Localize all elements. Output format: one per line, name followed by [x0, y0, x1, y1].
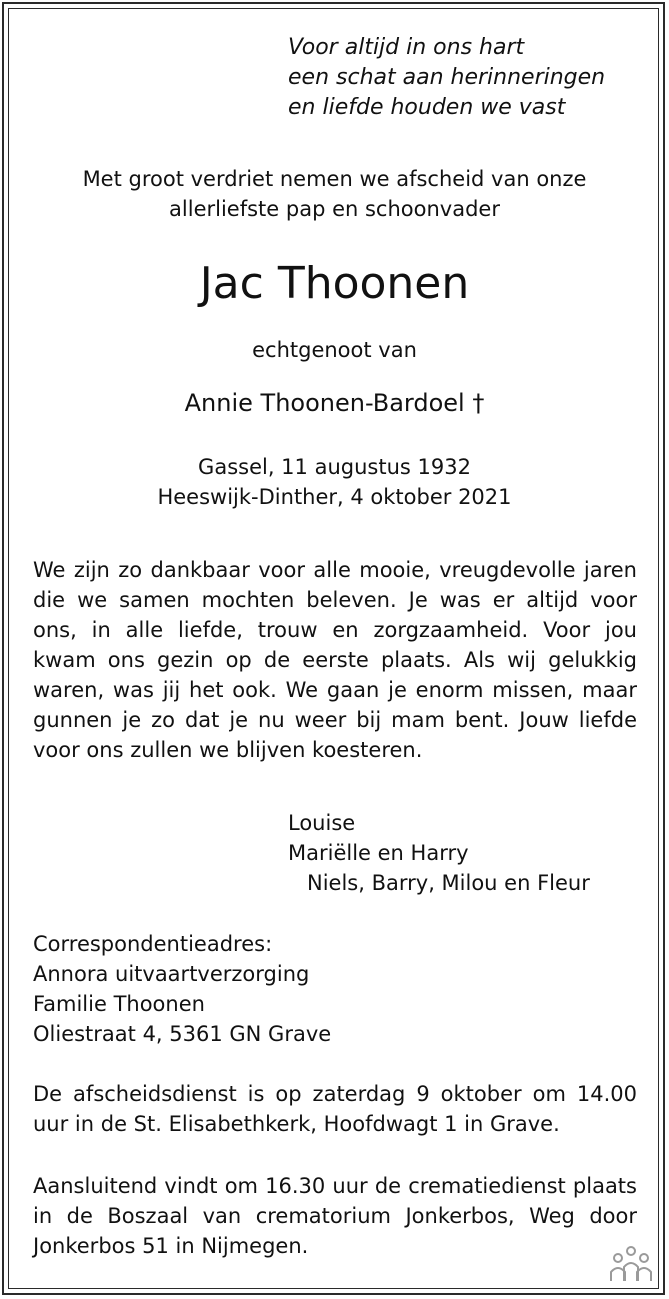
relation-text: echtgenoot van — [252, 338, 417, 362]
signature-1: Louise — [288, 811, 356, 835]
correspondence-line-1: Annora uitvaartverzorging — [33, 962, 310, 986]
service-paragraph: De afscheidsdienst is op zaterdag 9 oktober om 14.00 uur in de St. Elisabethkerk, Hoofdwagt 1 in Grave. — [33, 1082, 637, 1136]
motto-line-1: Voor altijd in ons hart — [288, 35, 525, 60]
correspondence-label: Correspondentieadres: — [33, 932, 273, 956]
cremation-paragraph: Aansluitend vindt om 16.30 uur de crematiedienst plaats in de Boszaal van crematorium Jonkerbos, Weg door Jonkerbos 51 in Nijmegen. — [33, 1174, 637, 1258]
motto-line-2: een schat aan herinneringen — [288, 65, 606, 90]
motto-line-3: en liefde houden we vast — [288, 95, 566, 120]
signature-2: Mariëlle en Harry — [288, 841, 469, 865]
family-logo-icon — [607, 1245, 655, 1283]
death-date: Heeswijk-Dinther, 4 oktober 2021 — [157, 485, 512, 509]
deceased-name: Jac Thoonen — [199, 258, 470, 309]
spouse-name: Annie Thoonen-Bardoel † — [184, 389, 485, 417]
correspondence-line-2: Familie Thoonen — [33, 992, 205, 1016]
birth-date: Gassel, 11 augustus 1932 — [198, 455, 471, 479]
signature-3: Niels, Barry, Milou en Fleur — [307, 871, 590, 895]
intro-line-2: allerliefste pap en schoonvader — [169, 197, 500, 221]
intro-line-1: Met groot verdriet nemen we afscheid van onze — [82, 167, 587, 191]
correspondence-line-3: Oliestraat 4, 5361 GN Grave — [33, 1022, 332, 1046]
message-paragraph: We zijn zo dankbaar voor alle mooie, vreugdevolle jaren die we samen mochten beleven. Je was er altijd voor ons, in alle liefde, trouw en zorgzaamheid. Voor jou kwam ons gezin op de eerste plaats. Als wij gelukkig waren, was jij het ook. We gaan je enorm missen, maar gunnen je zo dat je nu weer bij mam bent. Jouw liefde voor ons zullen we blijven koesteren. — [33, 558, 637, 762]
